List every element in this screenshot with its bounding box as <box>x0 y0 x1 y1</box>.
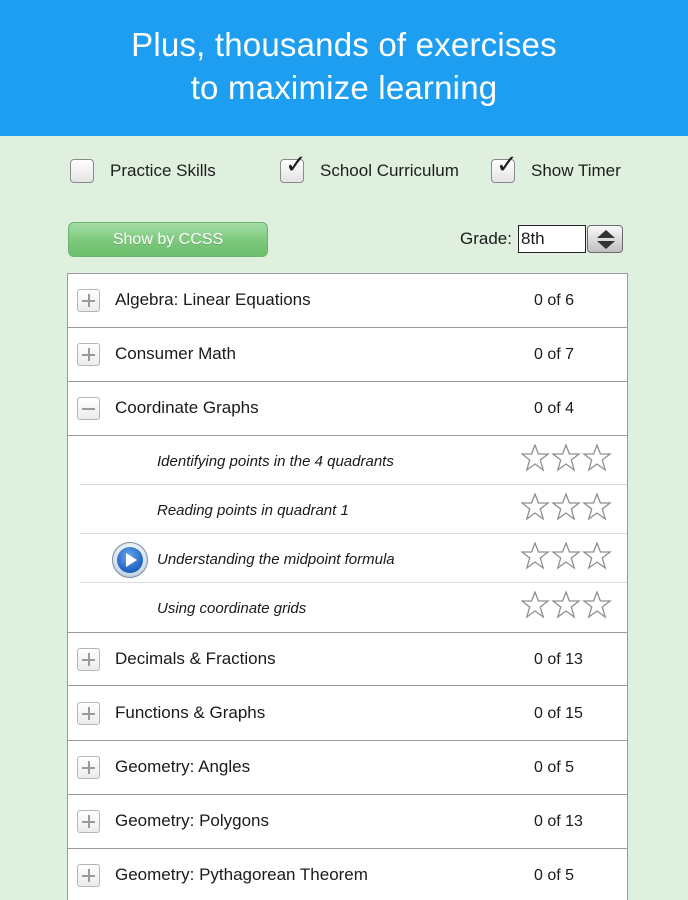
category-name: Geometry: Pythagorean Theorem <box>115 865 368 884</box>
checkmark-icon: ✓ <box>285 150 307 180</box>
star-rating-icon <box>521 493 613 521</box>
skill-row[interactable] <box>80 436 627 485</box>
category-row[interactable] <box>68 328 627 382</box>
practice-skills-checkbox[interactable] <box>70 159 94 183</box>
category-progress: 0 of 6 <box>534 292 575 309</box>
expand-plus-icon[interactable] <box>77 289 100 312</box>
grade-label: Grade: <box>460 229 512 248</box>
category-progress: 0 of 5 <box>534 867 575 884</box>
skill-name: Using coordinate grids <box>157 600 307 617</box>
option-school-curriculum[interactable] <box>280 150 459 186</box>
expand-plus-icon[interactable] <box>77 648 100 671</box>
school-curriculum-label: School Curriculum <box>320 161 459 180</box>
category-name: Algebra: Linear Equations <box>115 290 311 309</box>
skill-row[interactable] <box>80 485 627 534</box>
category-row[interactable] <box>68 687 627 741</box>
collapse-minus-icon[interactable] <box>77 397 100 420</box>
option-show-timer[interactable] <box>491 150 621 186</box>
grade-stepper[interactable] <box>587 225 623 253</box>
expand-plus-icon[interactable] <box>77 864 100 887</box>
show-timer-label: Show Timer <box>531 161 621 180</box>
category-progress: 0 of 13 <box>534 651 583 668</box>
banner-line-1: Plus, thousands of exercises <box>131 26 557 63</box>
expand-plus-icon[interactable] <box>77 343 100 366</box>
show-timer-checkbox[interactable] <box>491 150 518 183</box>
banner-line-2: to maximize learning <box>190 69 498 106</box>
skill-row-current[interactable] <box>80 534 627 583</box>
category-name: Coordinate Graphs <box>115 398 259 417</box>
promo-banner <box>0 0 688 136</box>
checkmark-icon: ✓ <box>496 150 518 180</box>
category-row[interactable] <box>68 795 627 849</box>
topic-list <box>67 273 628 900</box>
skill-name: Reading points in quadrant 1 <box>157 502 349 519</box>
school-curriculum-checkbox[interactable] <box>280 150 307 183</box>
star-rating-icon <box>521 444 613 472</box>
category-row[interactable] <box>68 632 627 686</box>
category-progress: 0 of 15 <box>534 705 583 722</box>
practice-skills-label: Practice Skills <box>110 161 216 180</box>
category-name: Decimals & Fractions <box>115 649 276 668</box>
star-rating-icon <box>521 591 613 619</box>
category-name: Consumer Math <box>115 344 236 363</box>
category-progress: 0 of 7 <box>534 346 575 363</box>
category-row[interactable] <box>68 741 627 795</box>
grade-field[interactable]: 8th <box>518 225 586 253</box>
option-practice-skills[interactable] <box>70 156 216 186</box>
star-rating-icon <box>521 542 613 570</box>
skill-row[interactable] <box>80 583 627 632</box>
skill-name: Identifying points in the 4 quadrants <box>157 453 394 470</box>
category-name: Geometry: Polygons <box>115 811 270 830</box>
category-name: Geometry: Angles <box>115 757 251 776</box>
category-name: Functions & Graphs <box>115 703 266 722</box>
category-row[interactable] <box>68 849 627 900</box>
category-progress: 0 of 4 <box>534 400 575 417</box>
skill-name: Understanding the midpoint formula <box>157 551 395 568</box>
expand-plus-icon[interactable] <box>77 756 100 779</box>
category-progress: 0 of 13 <box>534 813 583 830</box>
stepper-up-icon[interactable] <box>597 230 615 238</box>
expand-plus-icon[interactable] <box>77 702 100 725</box>
show-by-ccss-button[interactable]: Show by CCSS <box>68 222 268 257</box>
stepper-down-icon[interactable] <box>597 241 615 249</box>
category-row-expanded[interactable] <box>68 382 627 436</box>
expand-plus-icon[interactable] <box>77 810 100 833</box>
category-progress: 0 of 5 <box>534 759 575 776</box>
play-icon[interactable] <box>112 542 148 578</box>
category-row[interactable] <box>68 274 627 328</box>
